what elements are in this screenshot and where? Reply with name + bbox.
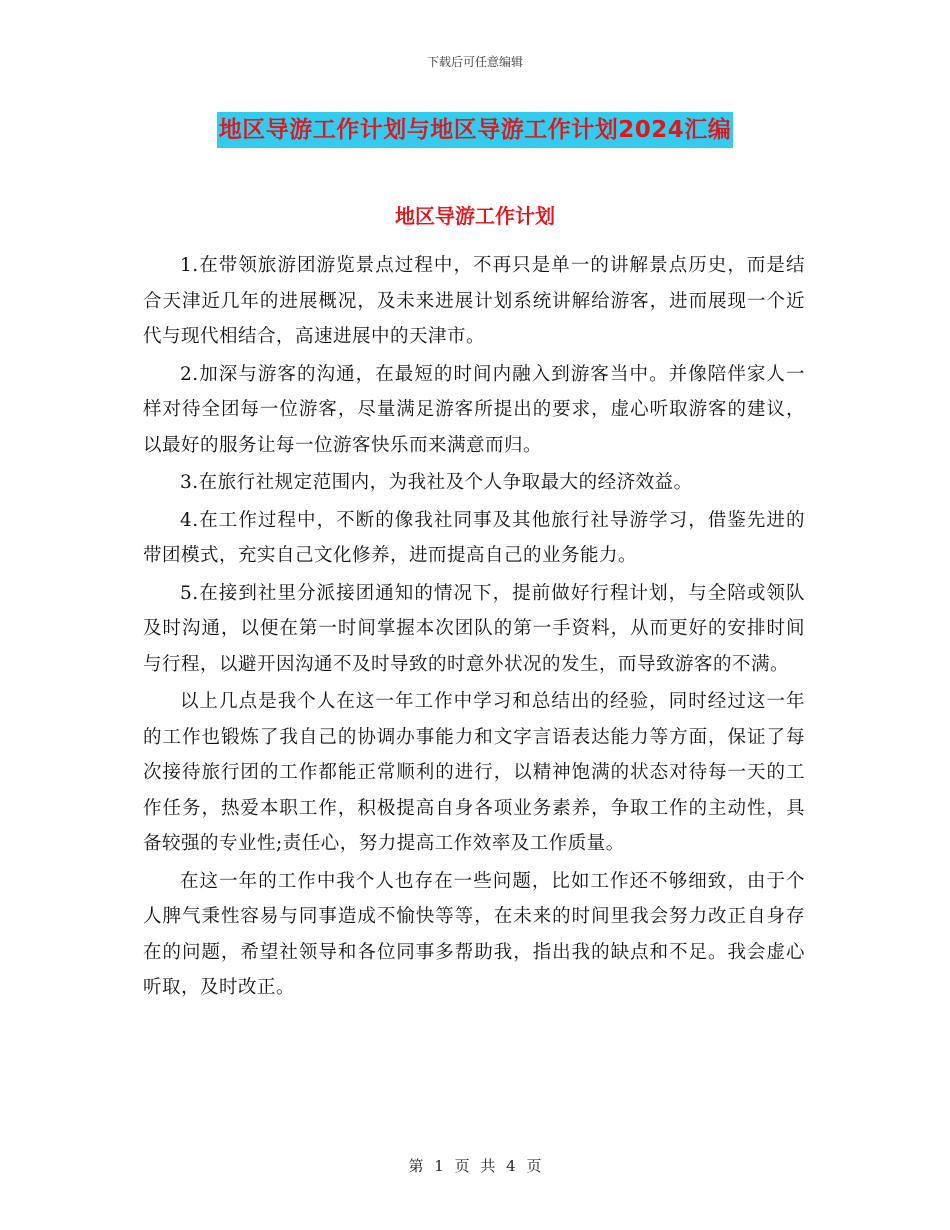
- header-note: 下载后可任意编辑: [426, 55, 523, 69]
- paragraph-1: 1.在带领旅游团游览景点过程中，不再只是单一的讲解景点历史，而是结合天津近几年的进展概况，及未来进展计划系统讲解给游客，进而展现一个近代与现代相结合，高速进展中的天津市。: [143, 255, 805, 347]
- page-footer: 第 1 页 共 4 页: [408, 1157, 542, 1175]
- paragraph-3: 3.在旅行社规定范围内，为我社及个人争取最大的经济效益。: [180, 472, 693, 493]
- main-title: 地区导游工作计划与地区导游工作计划2024汇编: [217, 112, 734, 148]
- paragraph-4: 4.在工作过程中，不断的像我社同事及其他旅行社导游学习，借鉴先进的带团模式，充实自己文化修养，进而提高自己的业务能力。: [143, 509, 805, 566]
- paragraph-6: 以上几点是我个人在这一年工作中学习和总结出的经验，同时经过这一年的工作也锻炼了我自己的协调办事能力和文字言语表达能力等方面，保证了每次接待旅行团的工作都能正常顺利的进行，以精神饱满的状态对待每一天的工作任务，热爱本职工作，积极提高自身各项业务素养，争取工作的主动性，具备较强的专业性;责任心，努力提高工作效率及工作质量。: [143, 691, 805, 854]
- document-body: [143, 248, 805, 1008]
- paragraph-7: 在这一年的工作中我个人也存在一些问题，比如工作还不够细致，由于个人脾气秉性容易与同事造成不愉快等等，在未来的时间里我会努力改正自身存在的问题，希望社领导和各位同事多帮助我，指出我的缺点和不足。我会虚心听取，及时改正。: [143, 870, 805, 998]
- paragraph-2: 2.加深与游客的沟通，在最短的时间内融入到游客当中。并像陪伴家人一样对待全团每一位游客，尽量满足游客所提出的要求，虚心听取游客的建议，以最好的服务让每一位游客快乐而来满意而归。: [143, 363, 805, 456]
- sub-title: 地区导游工作计划: [395, 204, 555, 228]
- paragraph-5: 5.在接到社里分派接团通知的情况下，提前做好行程计划，与全陪或领队及时沟通，以便在第一时间掌握本次团队的第一手资料，从而更好的安排时间与行程，以避开因沟通不及时导致的时意外状况的发生，而导致游客的不满。: [143, 582, 805, 675]
- main-title-wrap: [0, 112, 950, 148]
